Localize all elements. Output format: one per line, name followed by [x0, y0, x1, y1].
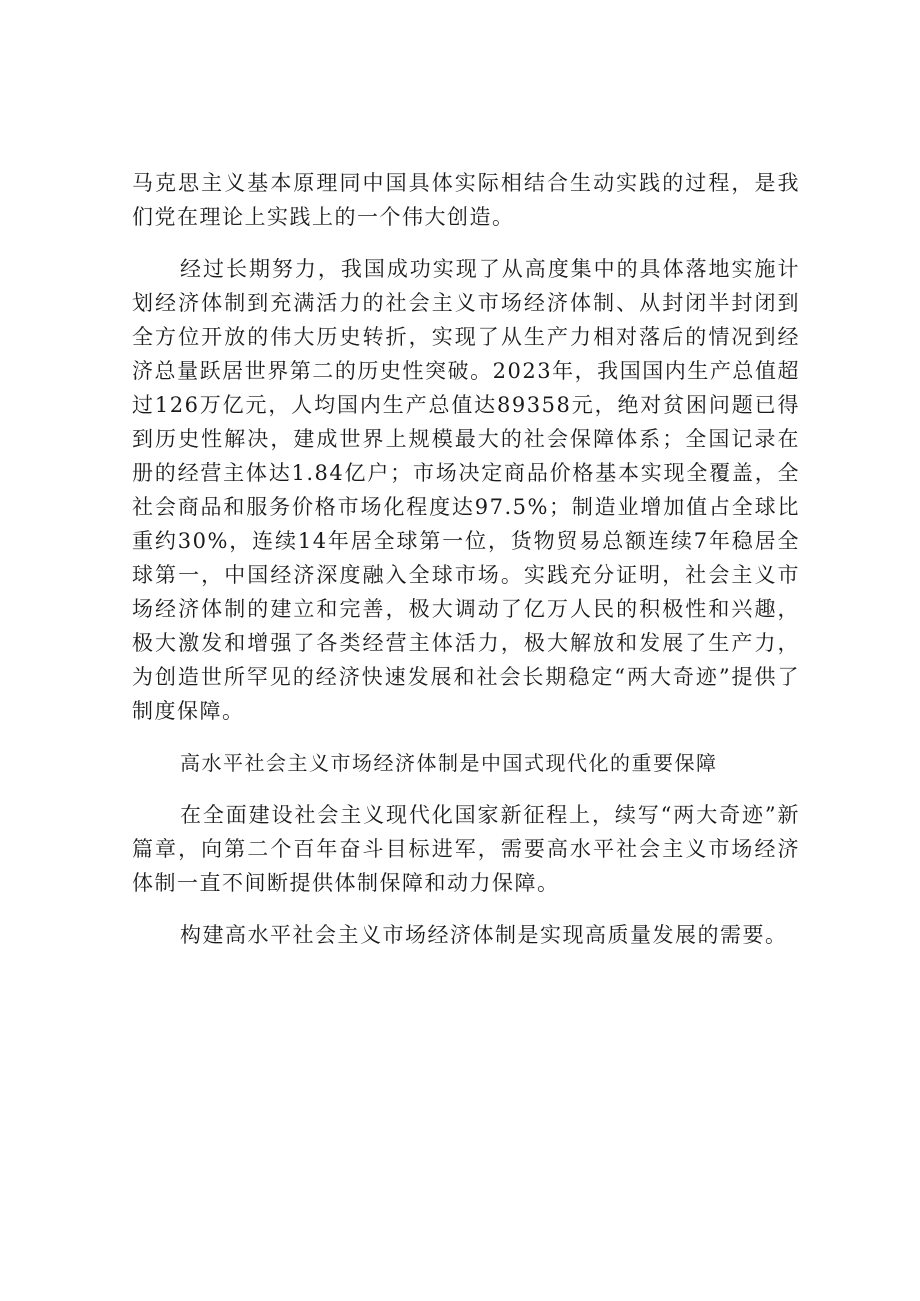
- paragraph-high-quality-development: 构建高水平社会主义市场经济体制是实现高质量发展的需要。: [180, 923, 788, 947]
- section-heading: 高水平社会主义市场经济体制是中国式现代化的重要保障: [180, 751, 718, 775]
- paragraph-economic-achievements: 经过长期努力，我国成功实现了从高度集中的具体落地实施计划经济体制到充满活力的社会主义市场经济体制、从封闭半封闭到全方位开放的伟大历史转折，实现了从生产力相对落后的情况到经济总量跃居世界第二的历史性突破。2023年，我国国内生产总值超过126万亿元，人均国内生产总值达89358元，绝对贫困问题已得到历史性解决，建成世界上规模最大的社会保障体系；全国记录在册的经营主体达1.84亿户；市场决定商品价格基本实现全覆盖，全社会商品和服务价格市场化程度达97.5%；制造业增加值占全球比重约30%，连续14年居全球第一位，货物贸易总额连续7年稳居全球第一，中国经济深度融入全球市场。实践充分证明，社会主义市场经济体制的建立和完善，极大调动了亿万人民的积极性和兴趣，极大激发和增强了各类经营主体活力，极大解放和发展了生产力，为创造世所罕见的经济快速发展和社会长期稳定“两大奇迹”提供了制度保障。: [132, 257, 800, 723]
- paragraph-continuation: 马克思主义基本原理同中国具体实际相结合生动实践的过程，是我们党在理论上实践上的一个伟大创造。: [132, 171, 800, 229]
- paragraph-new-journey: 在全面建设社会主义现代化国家新征程上，续写“两大奇迹”新篇章，向第二个百年奋斗目标进军，需要高水平社会主义市场经济体制一直不间断提供体制保障和动力保障。: [132, 803, 800, 895]
- document-body: [132, 166, 800, 970]
